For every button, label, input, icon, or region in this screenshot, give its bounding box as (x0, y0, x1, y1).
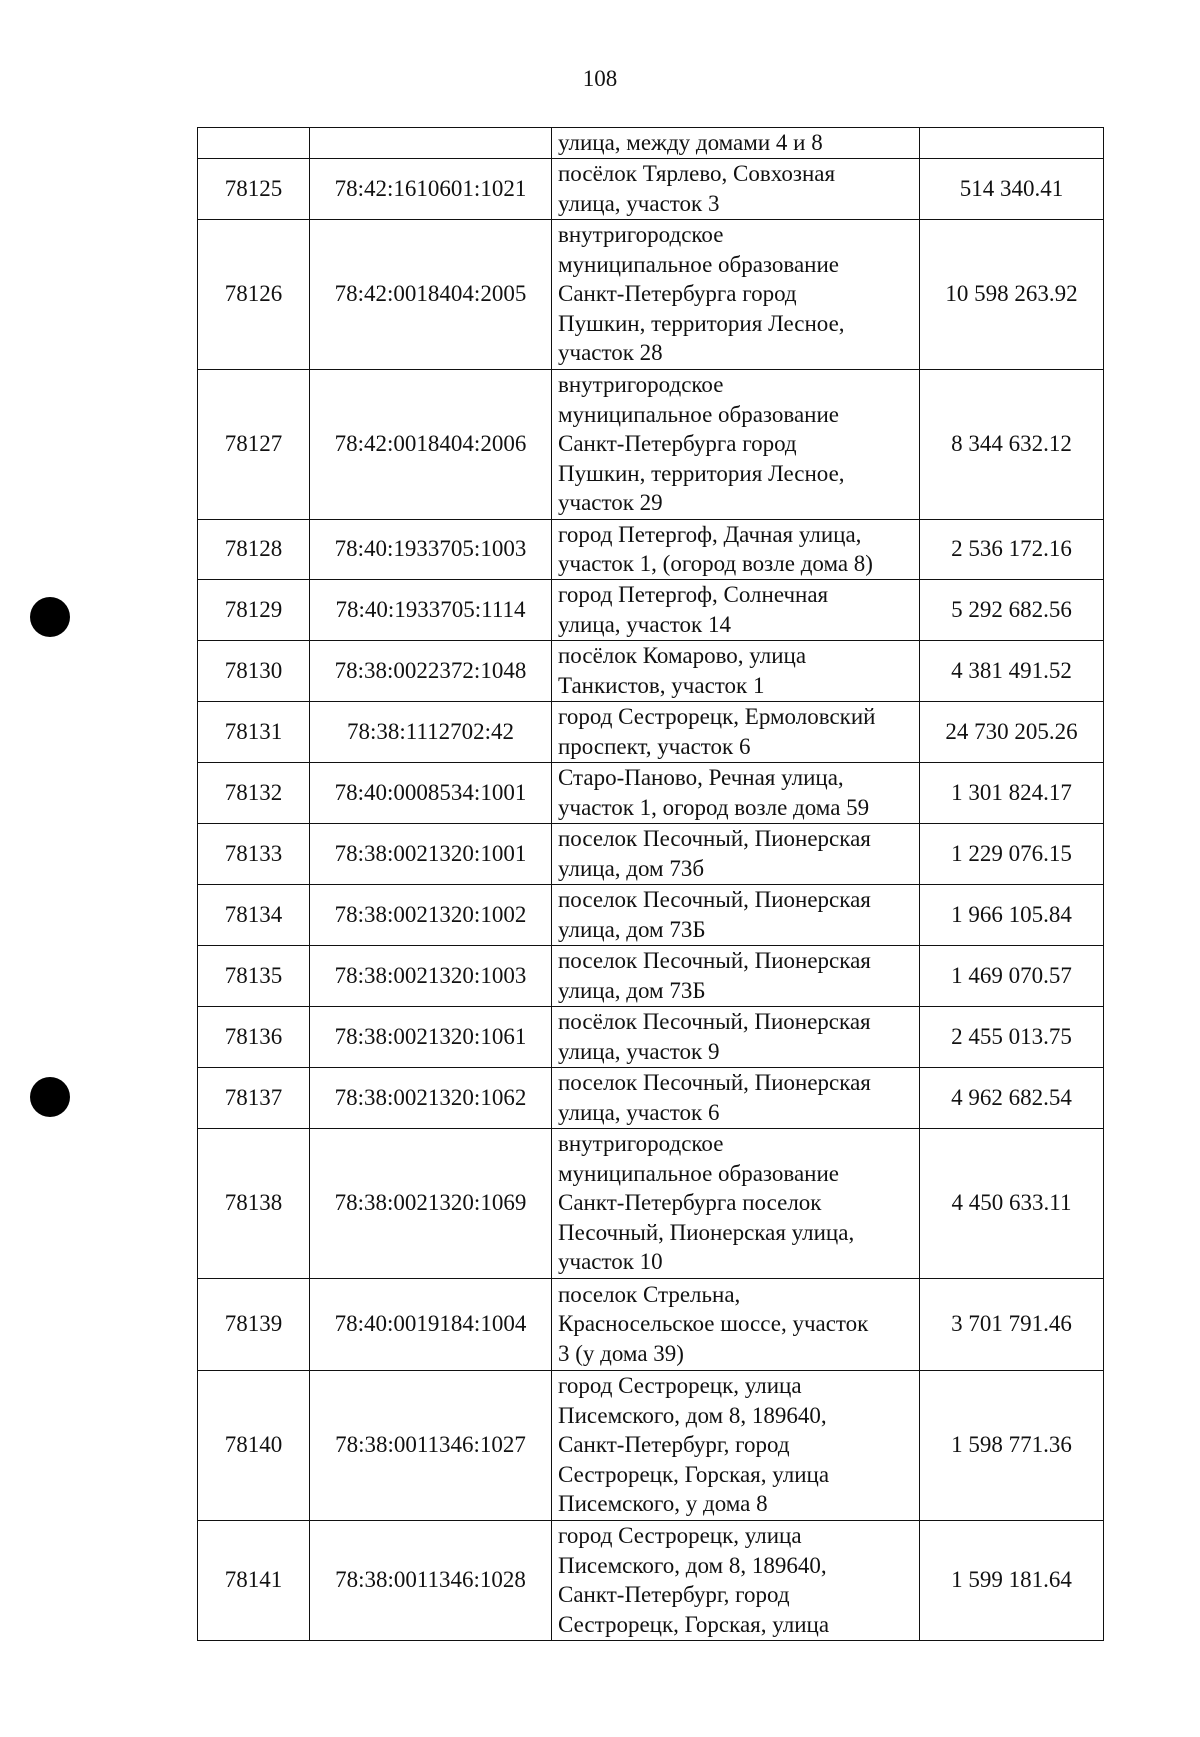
plot-number-cell: 78133 (198, 823, 310, 884)
address-cell: посёлок Песочный, Пионерская улица, участок 9 (552, 1006, 920, 1067)
address-cell: город Петергоф, Солнечная улица, участок 14 (552, 579, 920, 640)
table-row (198, 128, 1104, 159)
table-row (198, 823, 1104, 884)
cadastral-value-cell: 4 962 682.54 (920, 1067, 1104, 1128)
cadastral-value-cell: 2 536 172.16 (920, 519, 1104, 579)
plot-number-cell: 78128 (198, 519, 310, 579)
table-row (198, 640, 1104, 701)
cadastral-number-cell: 78:38:0021320:1069 (310, 1128, 552, 1278)
cadastral-number-cell: 78:38:0022372:1048 (310, 640, 552, 701)
plot-number-cell: 78141 (198, 1520, 310, 1640)
address-cell: город Сестрорецк, улица Писемского, дом 8, 189640, Санкт-Петербург, город Сестрорецк, Горская, улица Писемского, у дома 8 (552, 1370, 920, 1520)
cadastral-number-cell: 78:38:0021320:1061 (310, 1006, 552, 1067)
cadastral-number-cell: 78:38:0021320:1062 (310, 1067, 552, 1128)
table-row (198, 579, 1104, 640)
address-cell: город Сестрорецк, улица Писемского, дом 8, 189640, Санкт-Петербург, город Сестрорецк, Горская, улица (552, 1520, 920, 1640)
address-cell: город Петергоф, Дачная улица, участок 1, (огород возле дома 8) (552, 519, 920, 579)
address-cell: поселок Песочный, Пионерская улица, дом 73б (552, 823, 920, 884)
land-plot-table (197, 127, 1104, 1641)
cadastral-value-cell: 8 344 632.12 (920, 369, 1104, 519)
plot-number-cell: 78140 (198, 1370, 310, 1520)
address-cell: Старо-Паново, Речная улица, участок 1, огород возле дома 59 (552, 762, 920, 823)
plot-number-cell: 78132 (198, 762, 310, 823)
cadastral-value-cell: 1 301 824.17 (920, 762, 1104, 823)
address-cell: посёлок Тярлево, Совхозная улица, участок 3 (552, 158, 920, 219)
table-row (198, 762, 1104, 823)
cadastral-value-cell: 1 469 070.57 (920, 945, 1104, 1006)
cadastral-value-cell: 5 292 682.56 (920, 579, 1104, 640)
table-row (198, 701, 1104, 762)
table-row (198, 369, 1104, 519)
plot-number-cell: 78125 (198, 158, 310, 219)
table-row (198, 1128, 1104, 1278)
cadastral-number-cell: 78:38:0021320:1003 (310, 945, 552, 1006)
plot-number-cell: 78139 (198, 1278, 310, 1370)
cadastral-number-cell: 78:42:1610601:1021 (310, 158, 552, 219)
cadastral-value-cell: 1 598 771.36 (920, 1370, 1104, 1520)
table-row (198, 945, 1104, 1006)
cadastral-number-cell: 78:42:0018404:2006 (310, 369, 552, 519)
address-cell: улица, между домами 4 и 8 (552, 128, 920, 159)
plot-number-cell: 78135 (198, 945, 310, 1006)
cadastral-number-cell (310, 128, 552, 159)
cadastral-number-cell: 78:38:0021320:1001 (310, 823, 552, 884)
cadastral-number-cell: 78:38:1112702:42 (310, 701, 552, 762)
cadastral-number-cell: 78:40:0019184:1004 (310, 1278, 552, 1370)
address-cell: внутригородское муниципальное образование Санкт-Петербурга поселок Песочный, Пионерская улица, участок 10 (552, 1128, 920, 1278)
table-row (198, 219, 1104, 369)
cadastral-number-cell: 78:40:1933705:1114 (310, 579, 552, 640)
cadastral-number-cell: 78:38:0021320:1002 (310, 884, 552, 945)
cadastral-number-cell: 78:38:0011346:1027 (310, 1370, 552, 1520)
cadastral-value-cell: 1 966 105.84 (920, 884, 1104, 945)
cadastral-number-cell: 78:42:0018404:2005 (310, 219, 552, 369)
plot-number-cell: 78136 (198, 1006, 310, 1067)
cadastral-value-cell: 1 599 181.64 (920, 1520, 1104, 1640)
table-row (198, 158, 1104, 219)
address-cell: поселок Песочный, Пионерская улица, дом 73Б (552, 945, 920, 1006)
address-cell: внутригородское муниципальное образование Санкт-Петербурга город Пушкин, территория Лесное, участок 29 (552, 369, 920, 519)
cadastral-value-cell: 514 340.41 (920, 158, 1104, 219)
punch-hole-mark (30, 1077, 70, 1117)
table-row (198, 519, 1104, 579)
cadastral-value-cell: 4 450 633.11 (920, 1128, 1104, 1278)
cadastral-value-cell: 3 701 791.46 (920, 1278, 1104, 1370)
plot-number-cell (198, 128, 310, 159)
plot-number-cell: 78131 (198, 701, 310, 762)
table-row (198, 1006, 1104, 1067)
address-cell: поселок Песочный, Пионерская улица, дом 73Б (552, 884, 920, 945)
cadastral-number-cell: 78:38:0011346:1028 (310, 1520, 552, 1640)
table-row (198, 1370, 1104, 1520)
table-row (198, 1520, 1104, 1640)
cadastral-number-cell: 78:40:1933705:1003 (310, 519, 552, 579)
address-cell: поселок Песочный, Пионерская улица, участок 6 (552, 1067, 920, 1128)
plot-number-cell: 78129 (198, 579, 310, 640)
punch-hole-mark (30, 597, 70, 637)
plot-number-cell: 78130 (198, 640, 310, 701)
cadastral-value-cell: 10 598 263.92 (920, 219, 1104, 369)
address-cell: посёлок Комарово, улица Танкистов, участок 1 (552, 640, 920, 701)
plot-number-cell: 78138 (198, 1128, 310, 1278)
page-number: 108 (582, 66, 618, 91)
plot-number-cell: 78126 (198, 219, 310, 369)
table-row (198, 884, 1104, 945)
cadastral-value-cell: 2 455 013.75 (920, 1006, 1104, 1067)
table-row (198, 1067, 1104, 1128)
plot-number-cell: 78134 (198, 884, 310, 945)
cadastral-number-cell: 78:40:0008534:1001 (310, 762, 552, 823)
plot-number-cell: 78127 (198, 369, 310, 519)
table-row (198, 1278, 1104, 1370)
address-cell: внутригородское муниципальное образование Санкт-Петербурга город Пушкин, территория Лесное, участок 28 (552, 219, 920, 369)
table-body (198, 128, 1104, 1641)
plot-number-cell: 78137 (198, 1067, 310, 1128)
cadastral-value-cell: 1 229 076.15 (920, 823, 1104, 884)
cadastral-value-cell: 4 381 491.52 (920, 640, 1104, 701)
cadastral-value-cell (920, 128, 1104, 159)
address-cell: город Сестрорецк, Ермоловский проспект, участок 6 (552, 701, 920, 762)
address-cell: поселок Стрельна, Красносельское шоссе, участок 3 (у дома 39) (552, 1278, 920, 1370)
cadastral-value-cell: 24 730 205.26 (920, 701, 1104, 762)
